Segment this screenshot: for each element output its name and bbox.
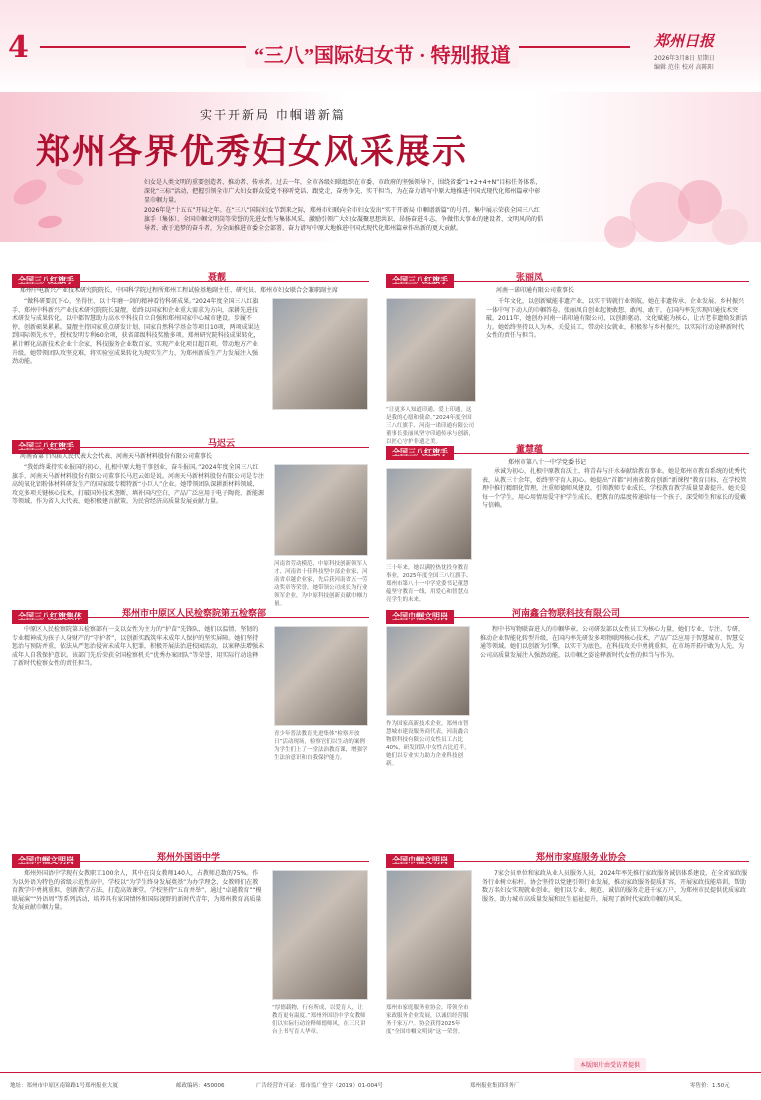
footer-postcode: 邮政编码：450006 [176, 1083, 225, 1089]
photo-caption: 三十年来，她以满腔热忱投身教育事业，2025年度全国三八红旗手、郑州市第八十一中学党委书记董慧蕴坚守教育一线，用爱心和智慧点亮学生的未来。 [386, 565, 472, 603]
photo-caption: 河南省劳动模范、中原科技创新领军人才、河南省十佳科技型中部企业家、河南省卓越企业家，先后获河南省五一劳动奖章等荣誉。她带领公司成长为行业领军企业，为中原科技创新贡献巾帼力量。 [274, 561, 368, 607]
article-subtitle: 河南省第十四届人民代表大会代表、河南天马新材料股份有限公司董事长 [20, 453, 213, 460]
article-subtitle: 郑州市第八十一中学党委书记 [508, 459, 587, 466]
section-title: “三八”国际妇女节 · 特别报道 [246, 39, 519, 68]
article-body: 郑州外国语中学现有女教职工100余人，其中在岗女教师140人，占教师总数的75%。作为以外语为特色的省级示范性高中，学校以“为学生终身发展奠基”为办学理念，女教师们在教育教学中勇挑重担，创新教学方法，打造高效课堂。学校坚持“五育并举”，通过“卓越教育”“模联展演”“外语周”等系列活动，培养具有家国情怀和国际视野的新时代青年，为郑州教育高质量发展贡献巾帼力量。 [12, 870, 262, 912]
article-zhang-lifeng [386, 268, 749, 445]
article-zhengzhou-foreign-language-school [12, 848, 369, 1053]
hero-subtitle: 实干开新局 巾帼谱新篇 [200, 108, 346, 122]
photo-caption: “让更多人知道印通、爱上印通，这是我的心愿和使命。”2024年度全国三八红旗手、河南一诺印通有限公司董事长张丽凤坚守印通传承与创新，以匠心守护非遗之美。 [386, 407, 475, 445]
article-photo [386, 626, 470, 716]
intro-text [144, 178, 544, 234]
article-xinhe-iot [386, 604, 749, 767]
intro-paragraph: 2026年是“十五五”开局之年。在“三八”国际妇女节到来之际，郑州市妇联向全市妇女发出“实干开新局 巾帼谱新篇”的号召。集中展示荣获全国三八红旗手（集体）、全国巾帼文明岗等荣誉的先进女性与集体风采，激励引领广大妇女凝聚思想共识、昂扬奋进斗志，争做伟大事业的建设者、文明风尚的倡导者、敢于追梦的奋斗者，为全面推进市委全会部署、奋力谱写中原大地推进中国式现代化郑州篇章作出新的更大贡献。 [144, 207, 544, 232]
photo-caption: 郑州市家庭服务业协会，带领全市家政服务企业发展，以诚信经营服务千家万户。协会获得2025年度“全国巾帼文明岗”这一荣誉。 [386, 1005, 469, 1035]
article-photo [272, 298, 368, 410]
article-body: 承诚为初心，扎根中原教育沃土，将青春与汗水奉献给教育事业。她是郑州市教育系统的优秀代表，从教三十余年，始终坚守育人初心。她提出“首都”河南省教育创新“新课程”教育目标，在学校管理中推行精细化管理，注重师德师风建设，引领教师专业成长，学校教育教学质量显著提升。她关爱每一个学生，用心用情用爱守护学生成长，把教育的温度传递给每一个孩子，深受师生和家长的爱戴与信赖。 [482, 468, 747, 510]
article-name: 马迟云 [208, 439, 236, 449]
article-name: 郑州市家庭服务业协会 [536, 853, 627, 863]
article-zhongyuan-procuratorate [12, 604, 369, 764]
article-subtitle: 河南一诺印通有限公司董事长 [496, 287, 575, 294]
article-name: 郑州外国语中学 [157, 853, 221, 863]
hero-title: 郑州各界优秀妇女风采展示 [36, 134, 468, 171]
footer-printer: 郑州报业集团印务厂 [470, 1083, 520, 1089]
page-header [0, 0, 761, 92]
article-photo [386, 298, 476, 402]
article-body: 7家会员单位和家政从业人员服务人员，2024年率先推行家政服务诚信体系建设，在全省家政服务行业树立标杆。协会坚持以党建引领行业发展，推动家政服务提质扩容，开展家政技能培训，帮助数万名妇女实现就业创业。她们以专业、规范、诚信的服务走进千家万户，为郑州市民提供优质家政服务，助力城市高质量发展和民生福祉提升，展现了新时代家政巾帼的风采。 [482, 870, 748, 903]
intro-paragraph: 妇女是人类文明的重要创造者、推动者、传承者。过去一年，全市各级妇联组织在市委、市政府的坚强领导下，围绕省委“1+2+4+N”目标任务体系，深化“三标”活动，把握引领全市广大妇女群众爱党不移听党话、跟党走，奋勇争先、实干担当，为在奋力谱写中原大地推进中国式现代化郑州篇章中彰显巾帼力量。 [144, 179, 542, 204]
page-footer [0, 1072, 761, 1100]
tag-rule [386, 453, 749, 454]
footer-price: 零售价：1.50元 [690, 1083, 730, 1089]
flower-illustration [560, 172, 760, 252]
photo-caption: 作为国家高新技术企业，郑州市智慧城市建设服务商代表，河南鑫合物联科技有限公司女性员工占比40%，研发团队中女性占比近半，她们以专业实力助力企业科技创新。 [386, 721, 470, 767]
article-name: 聂靓 [208, 273, 227, 283]
photo-caption: 青少年普法教育先进集体“检察开放日”活动现场，检察官们以生动的案例为学生们上了一堂法治教育课，增强学生法治意识和自我保护能力。 [274, 731, 368, 761]
article-name: 董慧蕴 [516, 445, 544, 455]
article-dong-huiyun [386, 440, 749, 603]
article-subtitle: 郑州中电新兴产业技术研究院院长、中国科学院过程所郑州工程试验基地副主任、研究员、郑州市妇女联合会兼职副主席 [20, 287, 339, 294]
article-home-service-association [386, 848, 749, 1053]
footer-ad-license: 广告经营许可证：郑市监广登字（2019）01-004号 [256, 1083, 383, 1089]
article-photo [386, 468, 472, 560]
page-number: 4 [8, 30, 29, 65]
article-body: 中原区人民检察院第五检察部有一支以女性为主力的“护苗”先锋队，她们以温情、坚韧的专业精神成为孩子人身财产的“守护者”，以创新实践筑牢未成年人保护的坚实屏障。她们坚持惩治与预防并重，依法从严惩治侵害未成年人犯罪，积极开展法治进校园活动，以案释法增强未成年人自我保护意识。该部门先后荣获全国检察机关“优秀办案团队”等荣誉，用实际行动诠释了新时代检察女性的责任担当。 [12, 626, 265, 668]
article-photo [272, 870, 368, 1000]
article-body: “做科研要沉下心，坐得住、以十年磨一剑的精神看待科研成果。”2024年度全国三八红旗手、郑州中科新兴产业技术研究院院长聂靓，始终以国家和企业重大需求为方向，深耕先进技术研发与成果转化，以中都智慧助力高水平科技自立自强和郑州国家中心城市建设。步履不停，创新硕果累累。聂靓主持国家重点研发计划、国家自然科学基金等项目10项，两项成果达到国际领先水平，授权发明专利60余项，获省部级科技奖励多项。郑州研究院科技成果转化，累计孵化高新技术企业十余家，科技服务企业数百家，实现产业化项目超百项，带动地方产业升级。她带领团队攻坚克难，将实验室成果转化为现实生产力，为郑州新质生产力发展注入强劲动能。 [12, 298, 260, 366]
masthead: 郑州日报 [654, 32, 715, 50]
article-body: “我始终秉持实业报国的初心，扎根中原大地干事创业，奋斗报国。”2024年度全国三八红旗手、河南天马新材料股份有限公司董事长马迟云如是说。河南天马新材料股份有限公司是专注高纯氧化铝粉体材料研发生产的国家级专精特新“小巨人”企业。她带领团队深耕新材料领域，攻克多项关键核心技术，打破国外技术垄断，填补国内空白，产品广泛应用于电子陶瓷、新能源等领域。作为省人大代表，她积极建言献策，为民营经济高质量发展贡献力量。 [12, 464, 265, 506]
article-body: 千年文化，以创新赋能非遗产业，以实干铸就行业领航，她在非遗传承、企业发展、乡村振兴一体中写下动人的巾帼答卷。张丽凤自创业起便敢想、敢闯、敢干，在国内率先实现印通技术突破。2011年，她创办河南一诺印通有限公司，以创新驱动、文化赋能为核心，让古老非遗焕发新活力。她始终坚持以人为本，关爱员工，带动妇女就业，积极参与乡村振兴，以实际行动诠释新时代女性的责任与担当。 [486, 298, 748, 340]
photo-caption: “厚德载物，行有所成，以爱育人，让教育更有温度。”郑州外国语中学女教师们以实际行动诠释师德师风，在三尺讲台上书写育人华章。 [272, 1005, 366, 1035]
article-ma-chiyun [12, 434, 369, 607]
article-name: 张丽凤 [516, 273, 544, 283]
article-photo [274, 626, 368, 726]
tag-rule [12, 447, 369, 448]
article-body: 程中书写物联奋进人的巾帼华章。公司研发部以女性员工为核心力量，她们专业、专注、专研，推动企业智能化转型升级，在国内率先研发多项物联网核心技术，产品广泛应用于智慧城市、智慧交通等领域。她们以创新为引擎，以实干为底色，在科技攻关中勇挑重担，在市场开拓中敢为人先，为公司高质量发展注入强劲动能，以巾帼之姿诠释新时代女性的担当与作为。 [480, 626, 745, 659]
tag-rule [12, 281, 369, 282]
footer-address: 地址：郑州市中原区南锦路1号郑州报业大厦 [10, 1083, 119, 1089]
editors: 编辑 范佳 校对 高陈阳 [654, 64, 714, 71]
article-nie-liang [12, 268, 369, 428]
article-name: 郑州市中原区人民检察院第五检察部 [122, 609, 267, 619]
photo-credit: 本版图片由受访者提供 [574, 1058, 646, 1071]
article-photo [386, 870, 472, 1000]
issue-date: 2026年3月8日 星期日 [654, 55, 715, 62]
article-photo [274, 464, 368, 556]
tag-rule [386, 281, 749, 282]
article-name: 河南鑫合物联科技有限公司 [512, 609, 621, 619]
